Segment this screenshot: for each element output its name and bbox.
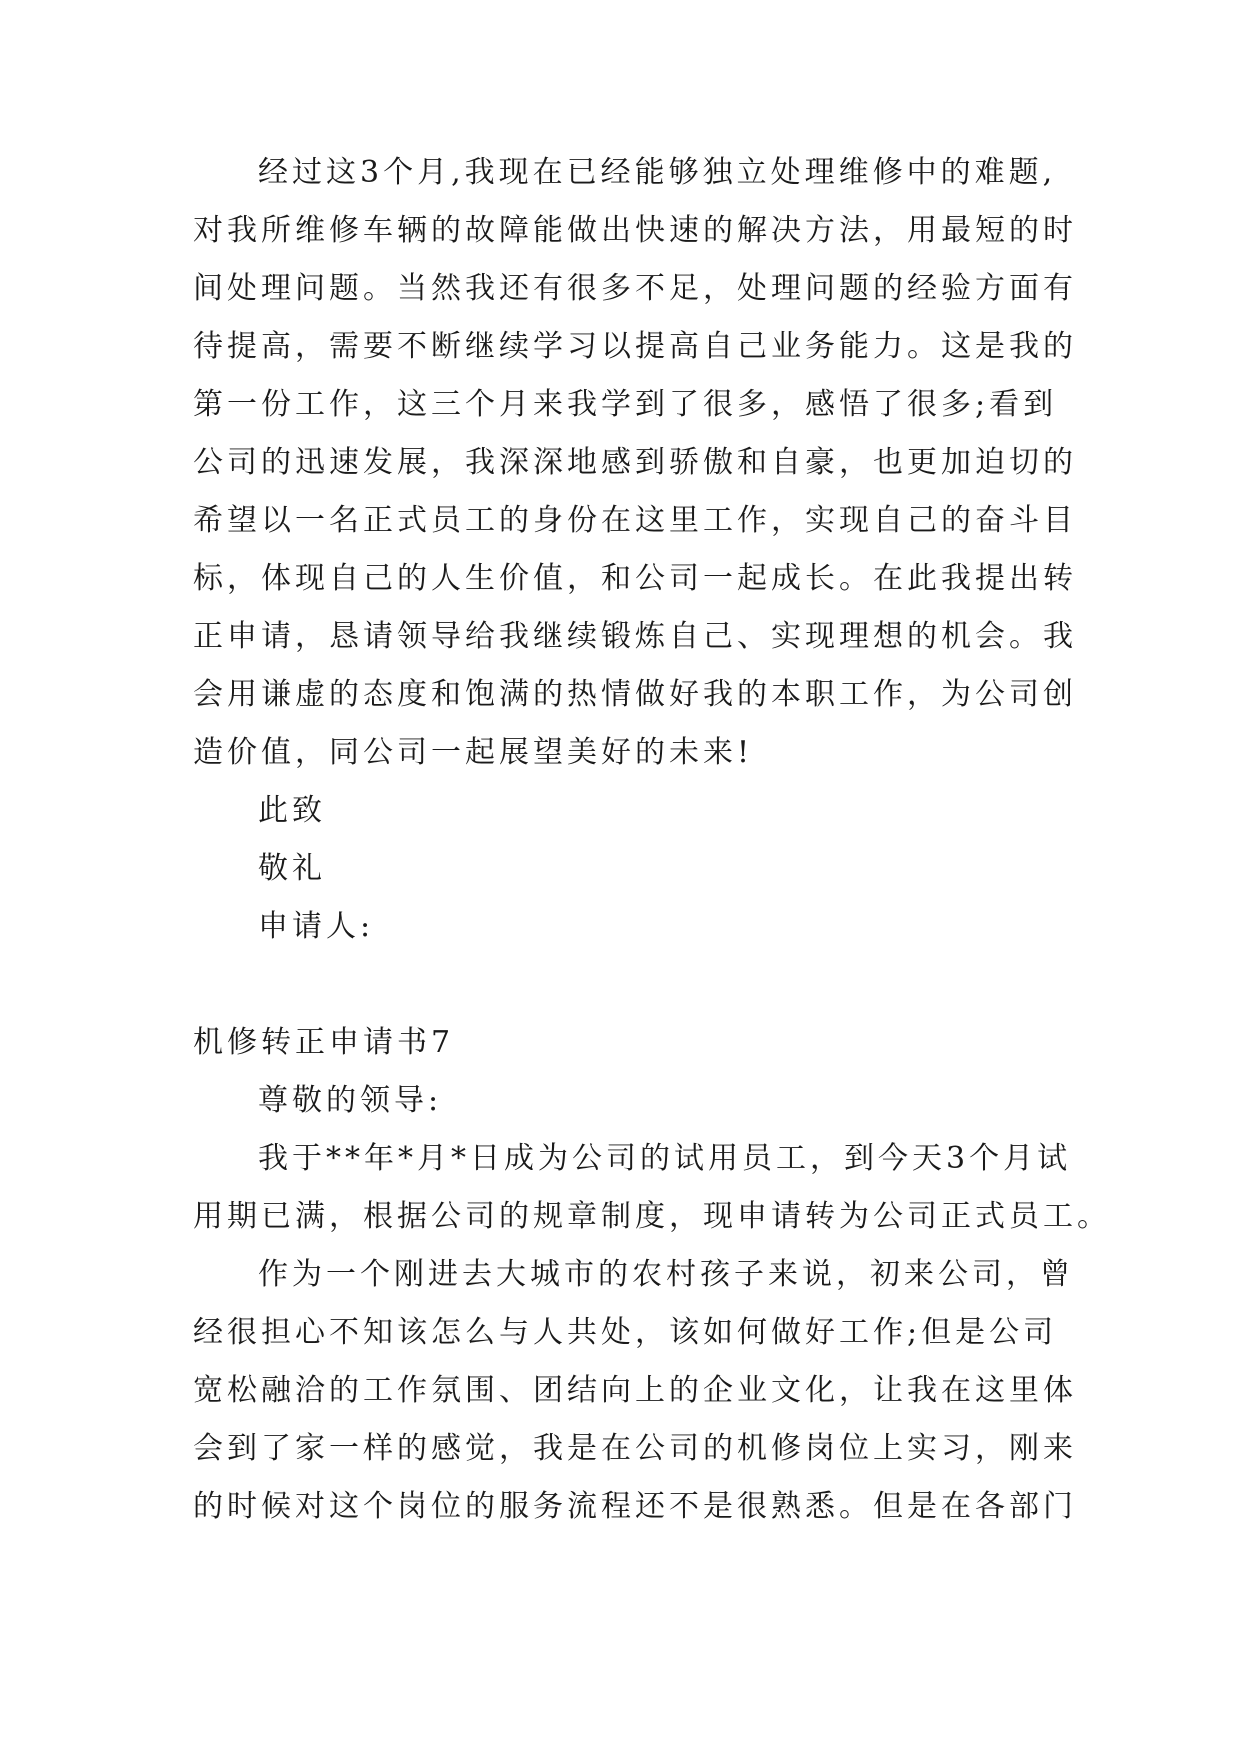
- paragraph-1-line-1: 经过这3个月,我现在已经能够独立处理维修中的难题,: [258, 155, 1057, 190]
- salutation: 尊敬的领导:: [258, 1083, 443, 1118]
- paragraph-3-line-5: 的时候对这个岗位的服务流程还不是很熟悉。但是在各部门: [193, 1489, 1077, 1524]
- paragraph-1-line-10: 会用谦虚的态度和饱满的热情做好我的本职工作，为公司创: [193, 677, 1077, 712]
- paragraph-1-line-2: 对我所维修车辆的故障能做出快速的解决方法，用最短的时: [193, 213, 1077, 248]
- paragraph-3-line-4: 会到了家一样的感觉，我是在公司的机修岗位上实习，刚来: [193, 1431, 1077, 1466]
- applicant-signature-label: 申请人:: [258, 909, 375, 944]
- paragraph-3-line-1: 作为一个刚进去大城市的农村孩子来说，初来公司，曾: [258, 1257, 1074, 1292]
- paragraph-1-line-11: 造价值，同公司一起展望美好的未来!: [193, 735, 754, 770]
- paragraph-1-line-3: 间处理问题。当然我还有很多不足，处理问题的经验方面有: [193, 271, 1077, 306]
- paragraph-1-line-6: 公司的迅速发展，我深深地感到骄傲和自豪，也更加迫切的: [193, 445, 1077, 480]
- closing-line-1: 此致: [258, 793, 326, 828]
- paragraph-2-line-2: 用期已满，根据公司的规章制度，现申请转为公司正式员工。: [193, 1199, 1111, 1234]
- paragraph-1-line-7: 希望以一名正式员工的身份在这里工作，实现自己的奋斗目: [193, 503, 1077, 538]
- paragraph-1-line-5: 第一份工作，这三个月来我学到了很多，感悟了很多;看到: [193, 387, 1058, 422]
- paragraph-3-line-3: 宽松融洽的工作氛围、团结向上的企业文化，让我在这里体: [193, 1373, 1077, 1408]
- paragraph-1-line-9: 正申请，恳请领导给我继续锻炼自己、实现理想的机会。我: [193, 619, 1077, 654]
- paragraph-1-line-4: 待提高，需要不断继续学习以提高自己业务能力。这是我的: [193, 329, 1077, 364]
- closing-line-2: 敬礼: [258, 851, 326, 886]
- paragraph-1-line-8: 标，体现自己的人生价值，和公司一起成长。在此我提出转: [193, 561, 1077, 596]
- paragraph-3-line-2: 经很担心不知该怎么与人共处，该如何做好工作;但是公司: [193, 1315, 1058, 1350]
- section-title: 机修转正申请书7: [193, 1025, 455, 1060]
- paragraph-2-line-1: 我于**年*月*日成为公司的试用员工，到今天3个月试: [258, 1141, 1072, 1176]
